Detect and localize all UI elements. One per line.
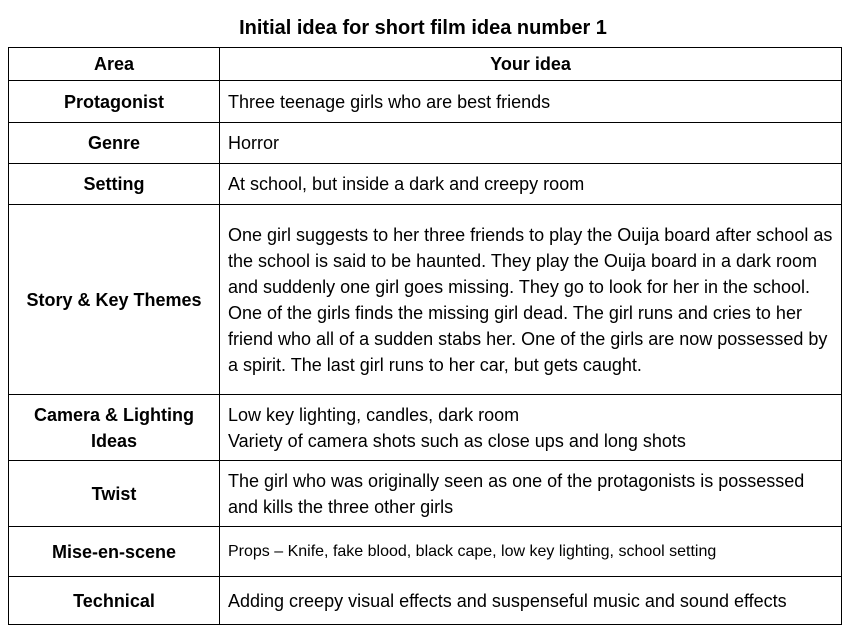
table-row-twist xyxy=(9,461,842,527)
idea-cell-protagonist: Three teenage girls who are best friends xyxy=(220,81,842,123)
table-header-row xyxy=(9,48,842,81)
table-row-camera-lighting xyxy=(9,395,842,461)
table-row-mise-en-scene xyxy=(9,527,842,577)
film-idea-table xyxy=(8,47,842,625)
document-title: Initial idea for short film idea number 1 xyxy=(239,17,607,39)
table-row-genre xyxy=(9,123,842,164)
column-header-area: Area xyxy=(9,48,220,81)
column-header-idea: Your idea xyxy=(220,48,842,81)
table-row-setting xyxy=(9,164,842,205)
area-cell-setting: Setting xyxy=(9,164,220,205)
area-cell-technical: Technical xyxy=(9,577,220,625)
idea-cell-setting: At school, but inside a dark and creepy room xyxy=(220,164,842,205)
area-cell-mise-en-scene: Mise-en-scene xyxy=(9,527,220,577)
idea-cell-twist: The girl who was originally seen as one of the protagonists is possessed and kills the three other girls xyxy=(220,461,842,527)
area-cell-twist: Twist xyxy=(9,461,220,527)
idea-cell-story-key-themes: One girl suggests to her three friends to play the Ouija board after school as the school is said to be haunted. They play the Ouija board in a dark room and suddenly one girl goes missing. They go to look for her in the school. One of the girls finds the missing girl dead. The girl runs and cries to her friend who all of a sudden stabs her. One of the girls are now possessed by a spirit. The last girl runs to her car, but gets caught. xyxy=(220,205,842,395)
area-cell-protagonist: Protagonist xyxy=(9,81,220,123)
area-cell-story-key-themes: Story & Key Themes xyxy=(9,205,220,395)
idea-cell-mise-en-scene: Props – Knife, fake blood, black cape, low key lighting, school setting xyxy=(220,527,842,577)
area-cell-camera-lighting: Camera & Lighting Ideas xyxy=(9,395,220,461)
area-cell-genre: Genre xyxy=(9,123,220,164)
idea-cell-camera-lighting: Low key lighting, candles, dark room Variety of camera shots such as close ups and long shots xyxy=(220,395,842,461)
table-row-technical xyxy=(9,577,842,625)
table-row-story-key-themes xyxy=(9,205,842,395)
idea-cell-genre: Horror xyxy=(220,123,842,164)
idea-cell-technical: Adding creepy visual effects and suspenseful music and sound effects xyxy=(220,577,842,625)
table-row-protagonist xyxy=(9,81,842,123)
